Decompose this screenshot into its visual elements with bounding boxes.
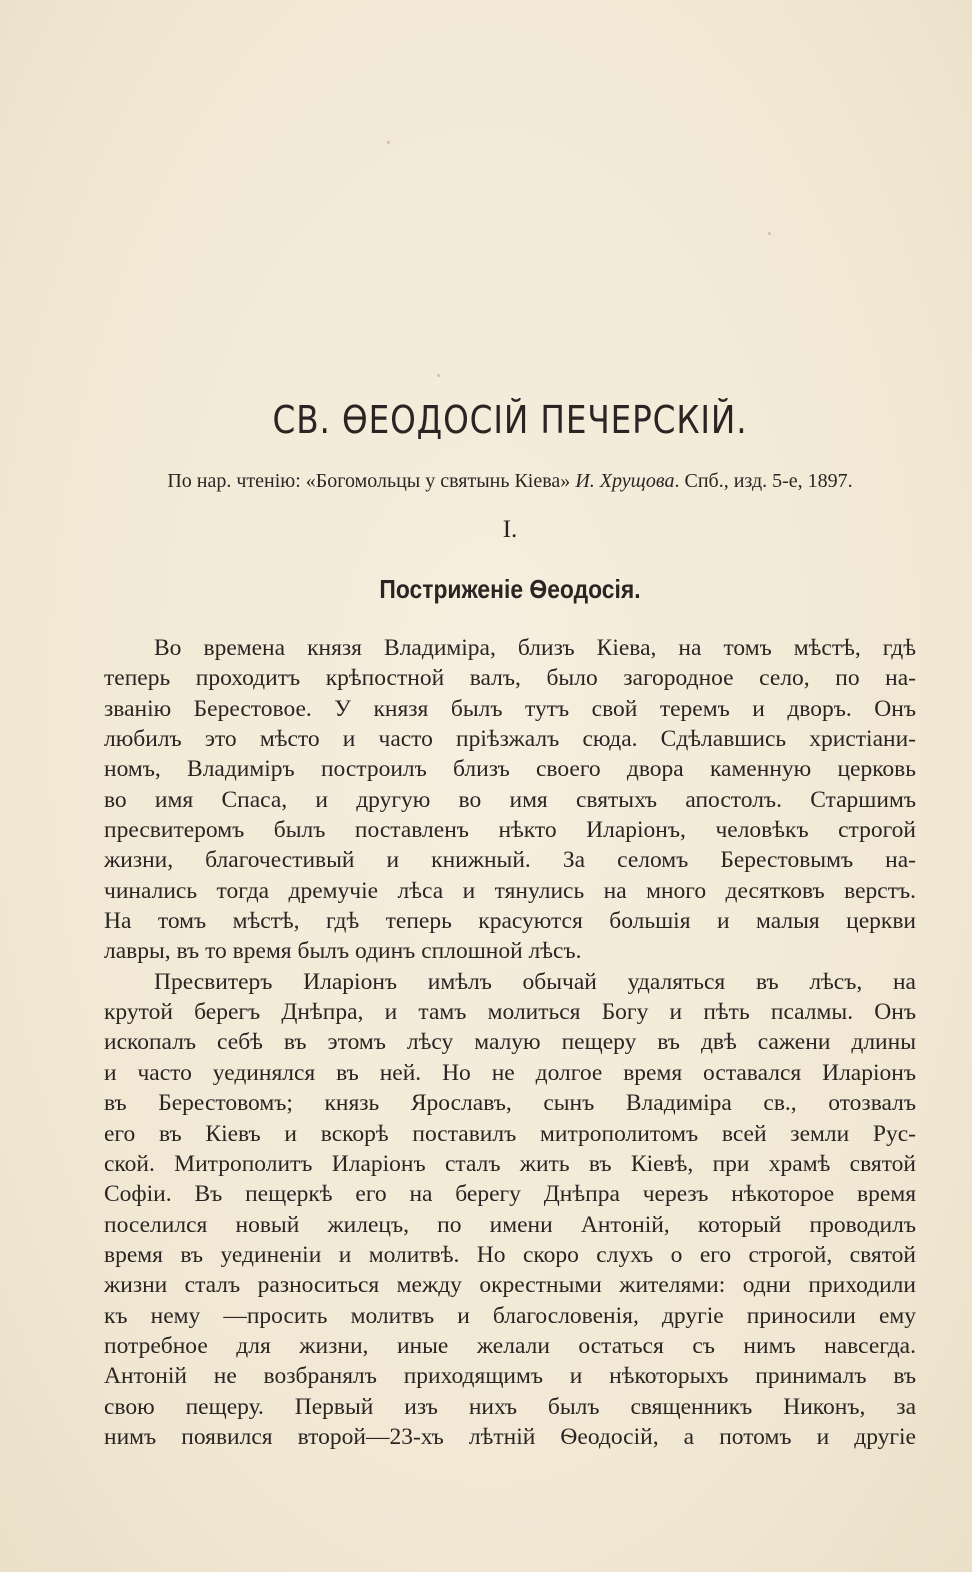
text-line: въ Берестовомъ; князь Ярославъ, сынъ Владиміра св., отозвалъ [104, 1090, 916, 1117]
text-line: любилъ это мѣсто и часто пріѣзжалъ сюда. Сдѣлавшись христіани- [104, 726, 916, 753]
text-line: Антоній не возбранялъ приходящимъ и нѣкоторыхъ принималъ въ [104, 1363, 916, 1390]
text-line: потребное для жизни, иные желали остаться съ нимъ навсегда. [104, 1332, 916, 1359]
section-title: Постриженіе Ѳеодосія. [379, 574, 641, 604]
text-line: званію Берестовое. У князя былъ тутъ свой теремъ и дворъ. Онъ [104, 695, 916, 722]
text-line: Софіи. Въ пещеркѣ его на берегу Днѣпра черезъ нѣкоторое время [104, 1181, 916, 1208]
text-line: лавры, въ то время былъ одинъ сплошной лѣсъ. [104, 938, 582, 965]
part-number: I. [502, 516, 518, 543]
text-line: жизни сталъ разноситься между окрестными жителями: одни приходили [104, 1272, 916, 1299]
text-line: крутой берегъ Днѣпра, и тамъ молиться Богу и пѣть псалмы. Онъ [104, 999, 916, 1026]
text-line: къ нему —просить молитвъ и благословенія, другіе приносили ему [104, 1302, 916, 1329]
text-line: время въ уединеніи и молитвѣ. Но скоро слухъ о его строгой, святой [104, 1241, 916, 1268]
paper-speck [387, 141, 390, 144]
source-author: И. Хрущова [575, 470, 675, 492]
text-line: номъ, Владиміръ построилъ близъ своего двора каменную церковь [104, 756, 916, 783]
paper-speck [768, 232, 771, 235]
text-line: поселился новый жилецъ, по имени Антоній, который проводилъ [104, 1211, 916, 1238]
text-line: ской. Митрополитъ Иларіонъ сталъ жить въ Кіевѣ, при храмѣ святой [104, 1150, 916, 1177]
text-line: нимъ появился второй—23-хъ лѣтній Ѳеодосій, а потомъ и другіе [104, 1423, 916, 1450]
text-line: чинались тогда дремучіе лѣса и тянулись на много десятковъ верстъ. [104, 877, 916, 904]
text-line: во имя Спаса, и другую во имя святыхъ апостолъ. Старшимъ [104, 786, 916, 813]
text-line: его въ Кіевъ и вскорѣ поставилъ митрополитомъ всей земли Рус- [104, 1120, 916, 1147]
text-line: Пресвитеръ Иларіонъ имѣлъ обычай удаляться въ лѣсъ, на [154, 968, 916, 995]
text-line: Во времена князя Владиміра, близъ Кіева, на томъ мѣстѣ, гдѣ [154, 635, 916, 661]
text-line: жизни, благочестивый и книжный. За селомъ Берестовымъ на- [104, 847, 916, 874]
paper-speck [437, 374, 440, 377]
chapter-title: СВ. ѲЕОДОСІЙ ПЕЧЕРСКІЙ. [272, 398, 748, 442]
source-citation [104, 470, 916, 493]
text-line: ископалъ себѣ въ этомъ лѣсу малую пещеру въ двѣ сажени длины [104, 1029, 916, 1056]
body-text [104, 633, 916, 1452]
text-line: свою пещеру. Первый изъ нихъ былъ священникъ Никонъ, за [104, 1393, 916, 1420]
source-prefix: По нар. чтенію: «Богомольцы у святынь Кіева» [167, 470, 576, 492]
text-line: На томъ мѣстѣ, гдѣ теперь красуются большія и малыя церкви [104, 908, 916, 935]
source-suffix: . Спб., изд. 5-е, 1897. [674, 470, 853, 492]
text-line: теперь проходитъ крѣпостной валъ, было загородное село, по на- [104, 665, 916, 692]
text-line: пресвитеромъ былъ поставленъ нѣкто Иларіонъ, человѣкъ строгой [104, 817, 916, 844]
text-line: и часто уединялся въ ней. Но не долгое время оставался Иларіонъ [104, 1059, 916, 1086]
